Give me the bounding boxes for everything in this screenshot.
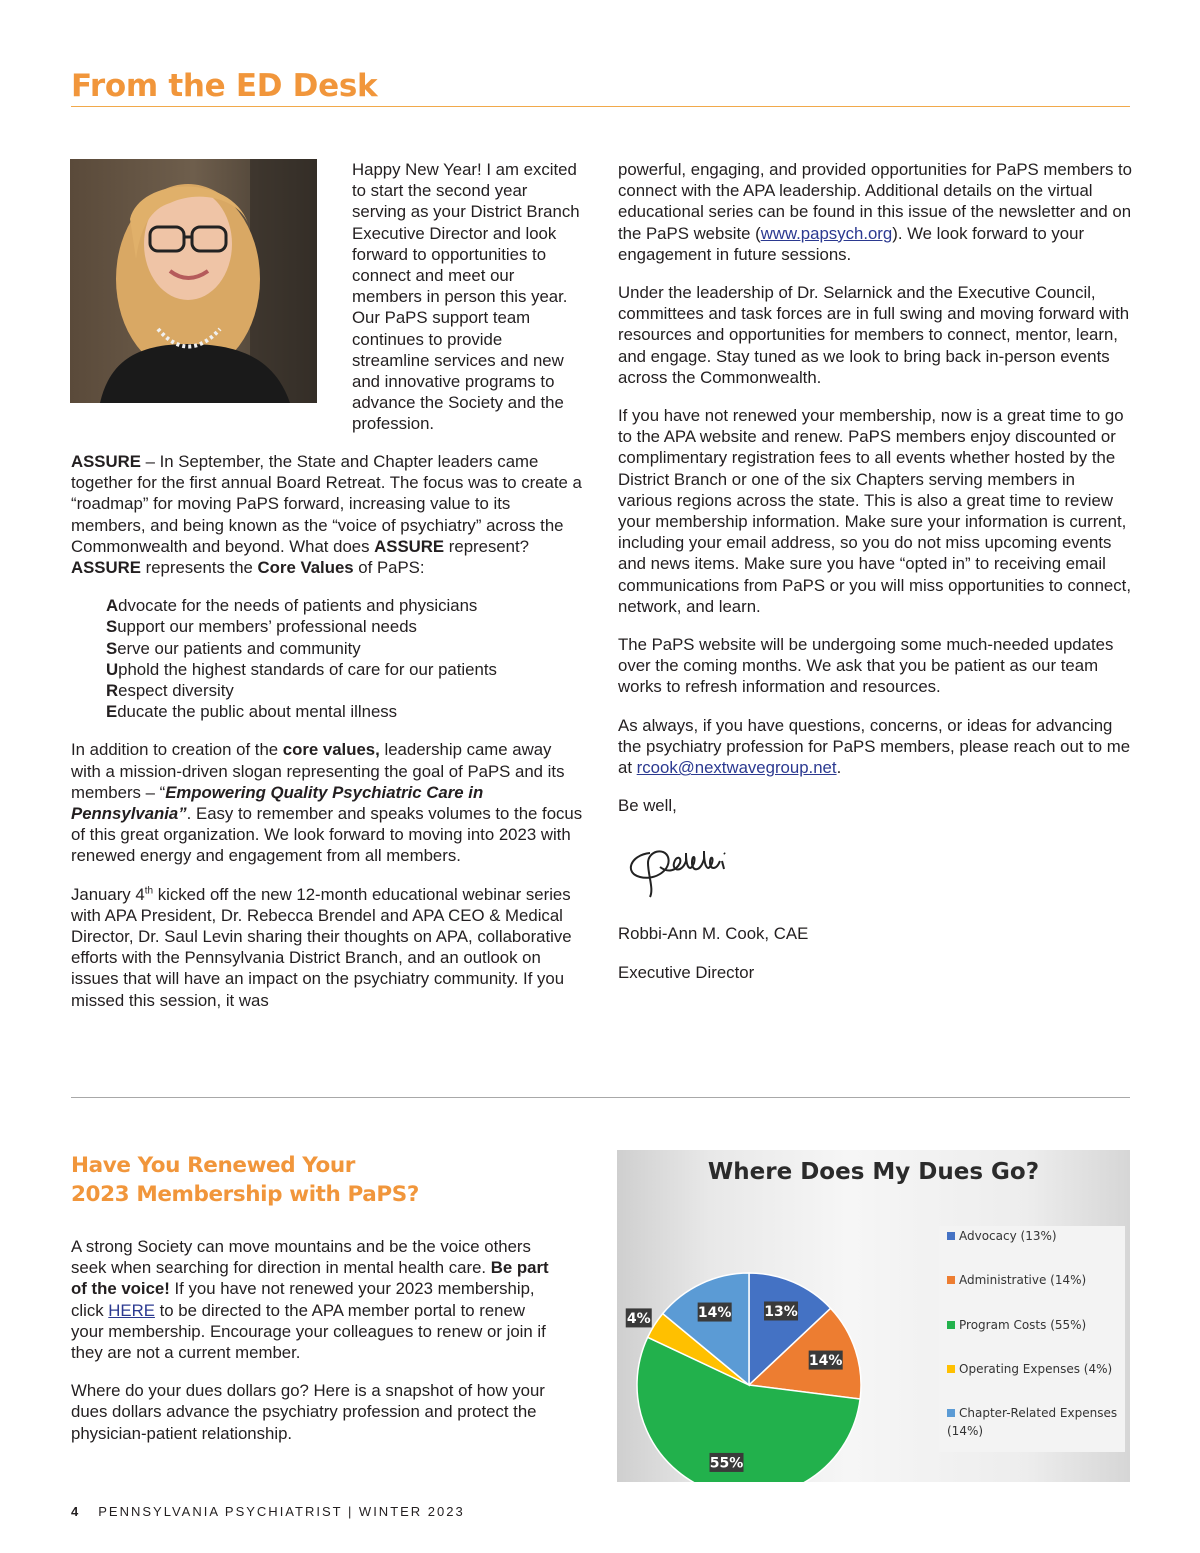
renew-section [71,1236,551,1461]
pie-data-label [710,1453,744,1472]
core-value-item [106,701,583,722]
january-paragraph [71,884,583,1011]
core-value-text: upport our members’ professional needs [117,617,417,637]
data-label-text: 4% [626,1310,651,1327]
leadership-paragraph: Under the leadership of Dr. Selarnick and the Executive Council, committees and task forces are in full swing and moving forward with resources and opportunities for members to connect, mentor, learn, and engage. Stay tuned as we look to bring back in-person events across the Commonwealth. [618,283,1130,387]
webinar-text-1: powerful, engaging, and provided opportunities for PaPS members to connect with the APA leadership. Additional details on the virtual educational series can be found in this issue of the newsletter and on the PaPS website ( [618,160,1132,243]
pie-data-label [809,1351,843,1370]
core-value-item [106,659,583,680]
legend-swatch [947,1321,955,1329]
title-divider [71,106,1130,107]
legend-label: Advocacy (13%) [959,1229,1057,1243]
author-name: Robbi-Ann M. Cook, CAE [618,924,809,944]
intro-paragraph: Happy New Year! I am excited to start the second year serving as your District Branch Executive Director and look forward to opportunities to connect and meet our members in person this year. Our PaPS support team continues to provide streamline services and new and innovative programs to advance the Society and the profession. [352,160,580,434]
renew-here-link[interactable]: HERE [108,1300,155,1320]
email-link[interactable]: rcook@nextwavegroup.net [636,758,837,778]
core-value-letter: A [106,596,119,616]
data-label-text: 55% [709,1455,744,1472]
chart-title: Where Does My Dues Go? [707,1159,1040,1185]
assure-text-1: – In September, the State and Chapter leaders came together for the first annual Board Retreat. The focus was to create a “roadmap” for moving PaPS forward, increasing value to its members, and being known as the “voice of psychiatry” across the Commonwealth and beyond. What does [71,452,582,556]
closing: Be well, [618,796,677,816]
page-number: 4 [71,1504,79,1519]
core-value-letter: R [106,681,119,701]
legend-label: Program Costs (55%) [959,1318,1087,1332]
core-value-item [106,595,583,616]
core-value-text: espect diversity [118,681,234,701]
author-photo [70,159,317,403]
core-value-text: phold the highest standards of care for our patients [118,659,497,679]
renew-text-2: If you have not renewed your 2023 membership, click [71,1279,535,1320]
slogan: Empowering Quality Psychiatric Care in Pennsylvania” [71,782,484,824]
section-divider [71,1097,1130,1098]
core-value-letter: U [106,659,119,679]
assure-bold-2: ASSURE [374,536,445,556]
renew-text-1: A strong Society can move mountains and be the voice others seek when searching for direction in mental health care. [71,1237,531,1278]
pie-chart [617,1150,1130,1482]
assure-bold-3: ASSURE [71,558,141,578]
contact-text-2: . [836,758,842,778]
assure-text-4: of PaPS: [353,558,425,578]
dues-paragraph: Where do your dues dollars go? Here is a snapshot of how your dues dollars advance the psychiatry profession and protect the physician-patient relationship. [71,1381,545,1443]
core-value-item [106,616,583,637]
legend-label: Operating Expenses (4%) [959,1362,1113,1376]
core-value-letter: E [106,702,118,722]
core-value-item [106,680,583,701]
core-values-bold: Core Values [257,558,354,578]
slogan-text-3: . Easy to remember and speaks volumes to the focus of this great organization. We look forward to moving into 2023 with renewed energy and engagement from all members. [71,804,583,866]
right-column [618,159,1133,1000]
core-value-letter: S [106,617,118,637]
webinar-paragraph [618,159,1133,265]
pie-data-label [698,1303,732,1322]
pie-data-label [626,1308,652,1327]
core-values-term: core values, [282,740,380,760]
core-value-item [106,638,583,659]
legend-swatch [947,1365,955,1373]
data-label-text: 13% [764,1303,798,1320]
legend-label: Administrative (14%) [959,1273,1087,1287]
page-footer [71,1504,465,1519]
data-label-text: 14% [697,1305,732,1322]
legend-swatch [947,1409,955,1417]
left-column [71,451,583,1028]
slogan-text-1: In addition to creation of the [71,740,283,760]
renew-heading [71,1151,471,1209]
assure-text-2: represent? [444,536,529,556]
slogan-paragraph [71,739,583,866]
signature-image [620,833,750,903]
legend-swatch [947,1232,955,1240]
data-label-text: 14% [808,1353,843,1370]
dues-chart [617,1150,1130,1482]
core-value-text: ducate the public about mental illness [117,702,398,722]
papsych-website-link[interactable]: www.papsych.org [760,223,893,243]
contact-paragraph [618,715,1133,779]
assure-text-3: represents the [140,558,258,578]
page-title: From the ED Desk [71,68,378,104]
core-value-text: dvocate for the needs of patients and physicians [118,596,478,616]
renew-paragraph: If you have not renewed your membership, now is a great time to go to the APA website and renew. PaPS members enjoy discounted or complimentary registration fees to all events whether hosted by the District Branch or one of the six Chapters serving members in various regions across the state. This is also a great time to review your membership information. Make sure your information is current, including your email address, so you do not miss upcoming events and news items. Make sure you have “opted in” to receiving email communications from PaPS or you will miss opportunities to connect, network, and learn. [618,406,1131,616]
assure-paragraph [71,451,583,578]
renew-intro-paragraph [71,1236,551,1363]
legend-swatch [947,1276,955,1284]
author-title: Executive Director [618,962,755,982]
renew-heading-line-1: Have You Renewed Your [71,1153,355,1178]
core-value-letter: S [106,638,118,658]
ordinal-suffix: th [144,885,154,897]
core-values-list [106,595,583,722]
renew-heading-line-2: 2023 Membership with PaPS? [71,1182,419,1207]
renew-bold: Be part of the voice! [71,1258,549,1299]
contact-text-1: As always, if you have questions, concerns, or ideas for advancing the psychiatry profession for PaPS members, please reach out to me at [618,715,1131,778]
slogan-text-2: leadership came away with a mission-driven slogan representing the goal of PaPS and its members – “ [71,740,565,802]
legend-label: Chapter-Related Expenses (14%) [947,1406,1118,1438]
core-value-text: erve our patients and community [117,638,361,658]
renew-text-3: to be directed to the APA member portal to renew your membership. Encourage your colleagues to renew or join if they are not a current member. [71,1300,546,1363]
january-text-1: January 4 [71,884,145,904]
publication-name: PENNSYLVANIA PSYCHIATRIST | WINTER 2023 [98,1504,465,1519]
webinar-text-2: ). We look forward to your engagement in future sessions. [618,223,1085,264]
january-text-2: kicked off the new 12-month educational webinar series with APA President, Dr. Rebecca Brendel and APA CEO & Medical Director, Dr. Saul Levin sharing their thoughts on APA, collaborative efforts with the Pennsylvania District Branch, and an outlook on issues that will have an impact on the psychiatry community. If you missed this session, it was [71,884,572,1010]
pie-data-label [764,1301,798,1320]
website-update-paragraph: The PaPS website will be undergoing some much-needed updates over the coming months. We ask that you be patient as our team works to refresh information and resources. [618,635,1114,697]
assure-lead: ASSURE [71,452,141,471]
